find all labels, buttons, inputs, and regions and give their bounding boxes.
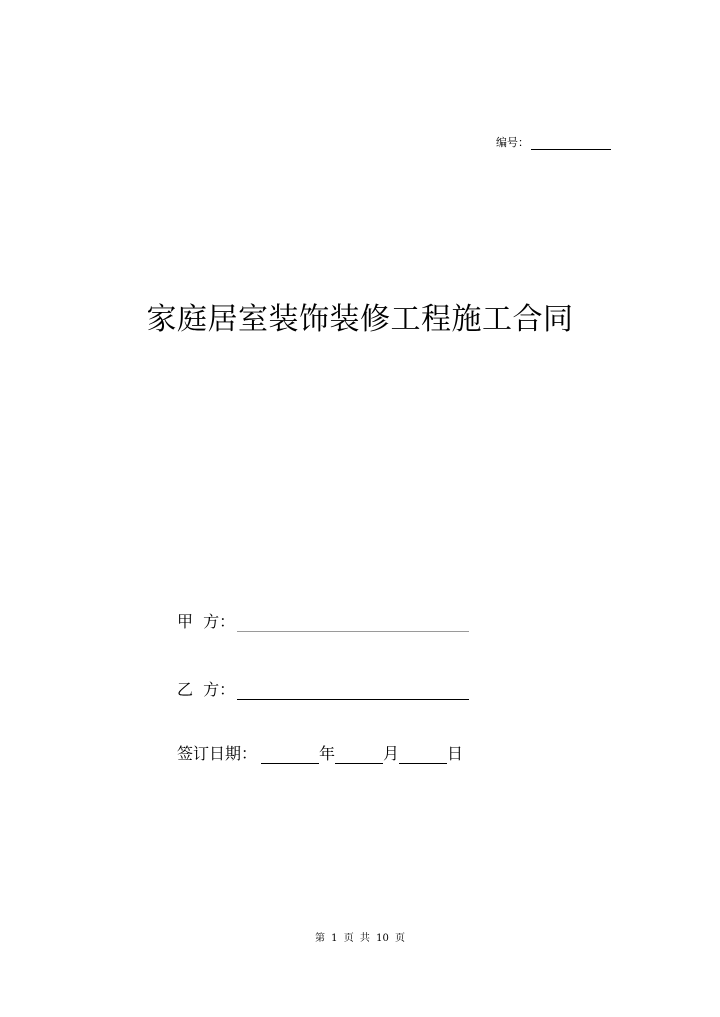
sign-day-blank[interactable] <box>399 745 447 764</box>
sign-month-blank[interactable] <box>335 745 383 764</box>
party-b-blank[interactable] <box>237 681 469 700</box>
party-b-label: 乙 方： <box>177 680 236 699</box>
party-b-row <box>177 680 469 700</box>
month-label: 月 <box>383 744 400 763</box>
contract-number-row <box>496 134 611 150</box>
page-title: 家庭居室装饰装修工程施工合同 <box>146 302 574 337</box>
contract-number-blank[interactable] <box>531 137 611 150</box>
sign-year-blank[interactable] <box>261 745 319 764</box>
day-label: 日 <box>447 744 464 763</box>
year-label: 年 <box>319 744 336 763</box>
page-footer: 第 1 页 共 10 页 <box>315 933 405 944</box>
contract-number-label: 编号： <box>496 136 529 149</box>
sign-date-label: 签订日期： <box>177 744 258 763</box>
sign-date-row <box>177 744 463 764</box>
party-a-label: 甲 方： <box>177 612 236 631</box>
party-a-row <box>177 612 469 632</box>
party-a-blank[interactable] <box>237 613 469 632</box>
